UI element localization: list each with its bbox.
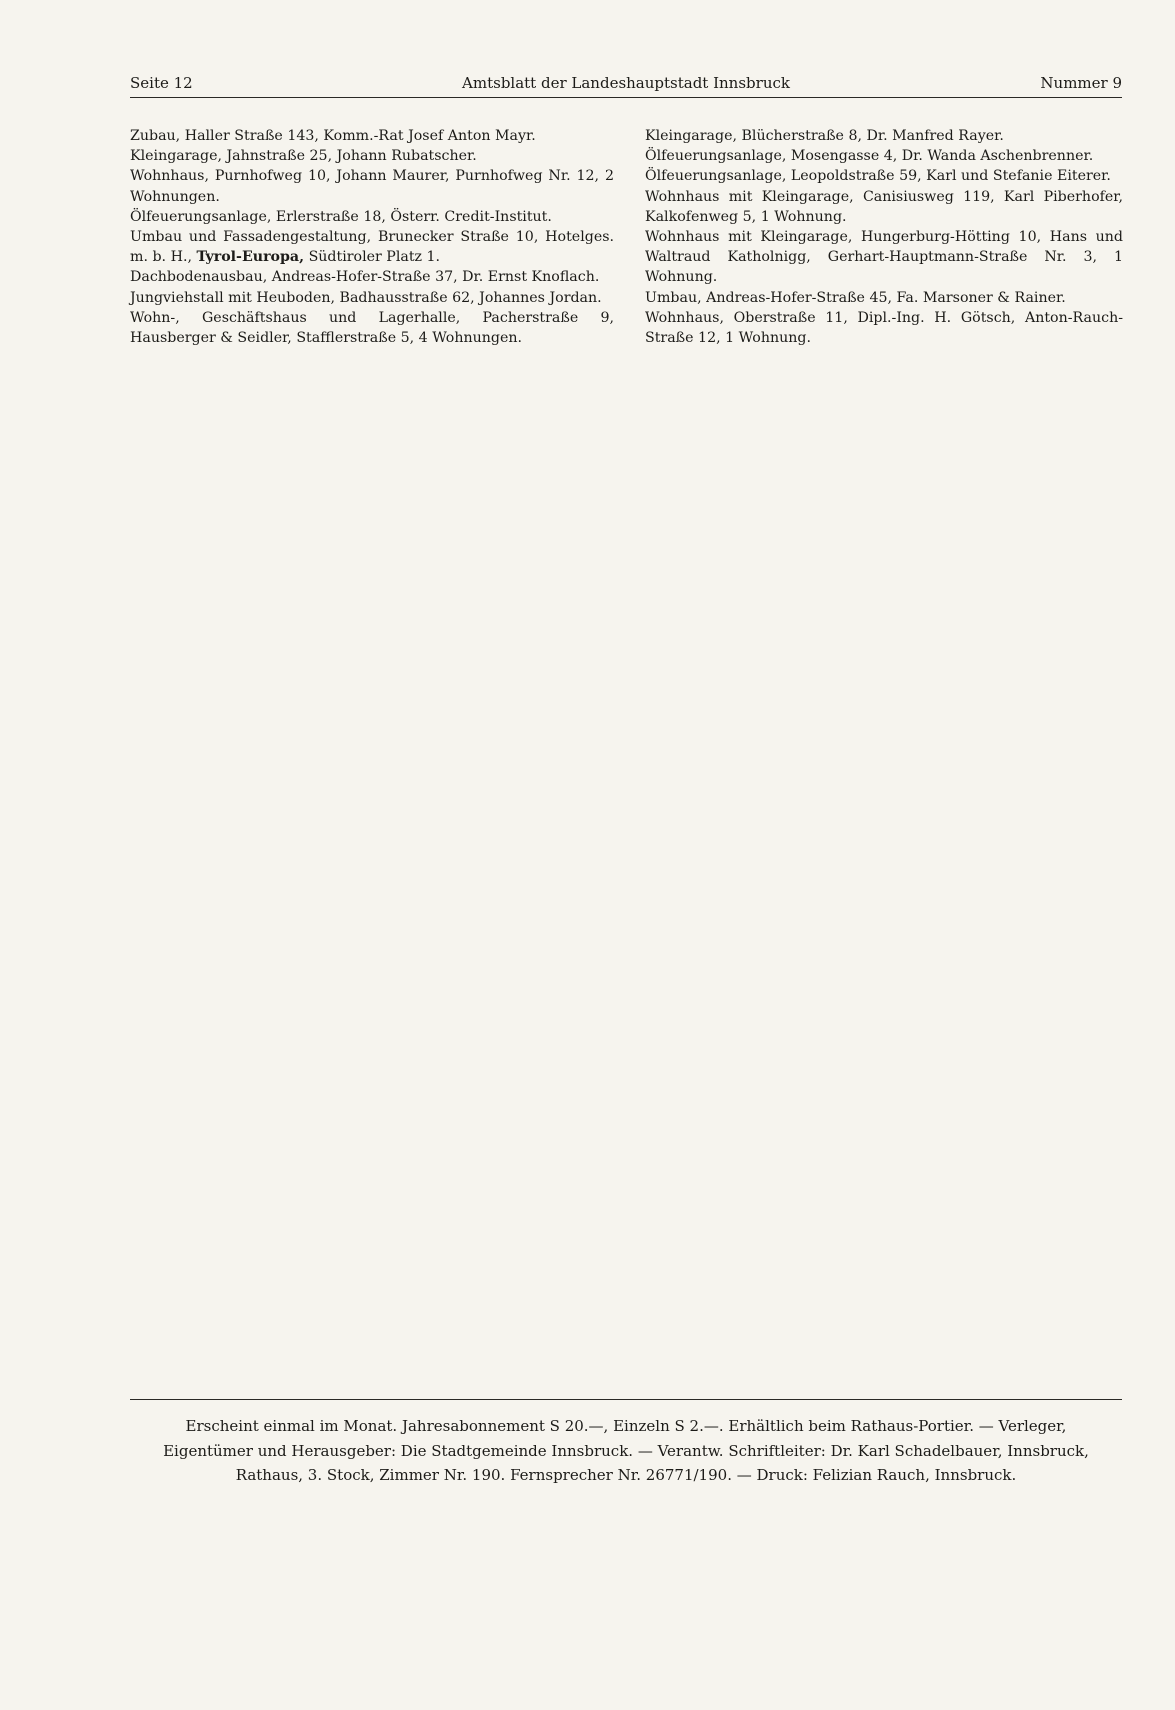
imprint-line: Rathaus, 3. Stock, Zimmer Nr. 190. Fernsprecher Nr. 26771/190. — Druck: Felizian Rauch, Innsbruck.: [235, 1466, 1017, 1484]
imprint-footer: [130, 1414, 1122, 1488]
list-item: Jungviehstall mit Heuboden, Badhausstraße 62, Johannes Jordan.: [130, 289, 602, 306]
list-item: Wohnhaus mit Kleingarage, Canisiusweg 119, Karl Piberhofer, Kalkofenweg 5, 1 Wohnung.: [645, 188, 1123, 225]
list-item: Wohn-, Geschäftshaus und Lagerhalle, Pacherstraße 9, Hausberger & Seidler, Stafflerstraße 5, 4 Wohnungen.: [130, 309, 614, 347]
entry-text: Südtiroler Platz 1.: [304, 249, 441, 266]
list-item: Wohnhaus, Oberstraße 11, Dipl.-Ing. H. Götsch, Anton-Rauch-Straße 12, 1 Wohnung.: [645, 309, 1123, 347]
list-item: Ölfeuerungsanlage, Mosengasse 4, Dr. Wanda Aschenbrenner.: [645, 148, 1094, 165]
page-number: Seite 12: [130, 74, 193, 92]
list-item: [130, 227, 614, 267]
list-item: Umbau, Andreas-Hofer-Straße 45, Fa. Marsoner & Rainer.: [645, 289, 1066, 306]
list-item: Kleingarage, Jahnstraße 25, Johann Rubatscher.: [130, 148, 477, 165]
entry-company-bold: Tyrol-Europa,: [196, 249, 305, 266]
right-column: [645, 126, 1123, 348]
issue-number: Nummer 9: [1040, 74, 1122, 92]
list-item: Wohnhaus, Purnhofweg 10, Johann Maurer, Purnhofweg Nr. 12, 2 Wohnungen.: [130, 168, 614, 205]
page-header: [130, 73, 1122, 98]
imprint-line: Eigentümer und Herausgeber: Die Stadtgemeinde Innsbruck. — Verantw. Schriftleiter: Dr. Karl Schadelbauer, Innsbruck,: [163, 1441, 1089, 1460]
entry-text: Umbau und Fassadengestaltung, Brunecker Straße 10, Hotelges. m. b. H.,: [130, 229, 614, 266]
list-item: Ölfeuerungsanlage, Erlerstraße 18, Österr. Credit-Institut.: [130, 208, 552, 225]
list-item: Wohnhaus mit Kleingarage, Hungerburg-Hötting 10, Hans und Waltraud Katholnigg, Gerhart-Hauptmann-Straße Nr. 3, 1 Wohnung.: [645, 229, 1123, 286]
left-column: [130, 126, 614, 348]
list-item: Ölfeuerungsanlage, Leopoldstraße 59, Karl und Stefanie Eiterer.: [645, 168, 1111, 185]
list-item: Dachbodenausbau, Andreas-Hofer-Straße 37, Dr. Ernst Knoflach.: [130, 269, 600, 286]
list-item: Kleingarage, Blücherstraße 8, Dr. Manfred Rayer.: [645, 128, 1004, 144]
imprint-line: Erscheint einmal im Monat. Jahresabonnement S 20.—, Einzeln S 2.—. Erhältlich beim Rathaus-Portier. — Verleger,: [185, 1417, 1067, 1435]
footer-divider: [130, 1399, 1122, 1400]
list-item: Zubau, Haller Straße 143, Komm.-Rat Josef Anton Mayr.: [130, 128, 536, 144]
publication-title: Amtsblatt der Landeshauptstadt Innsbruck: [462, 74, 790, 92]
